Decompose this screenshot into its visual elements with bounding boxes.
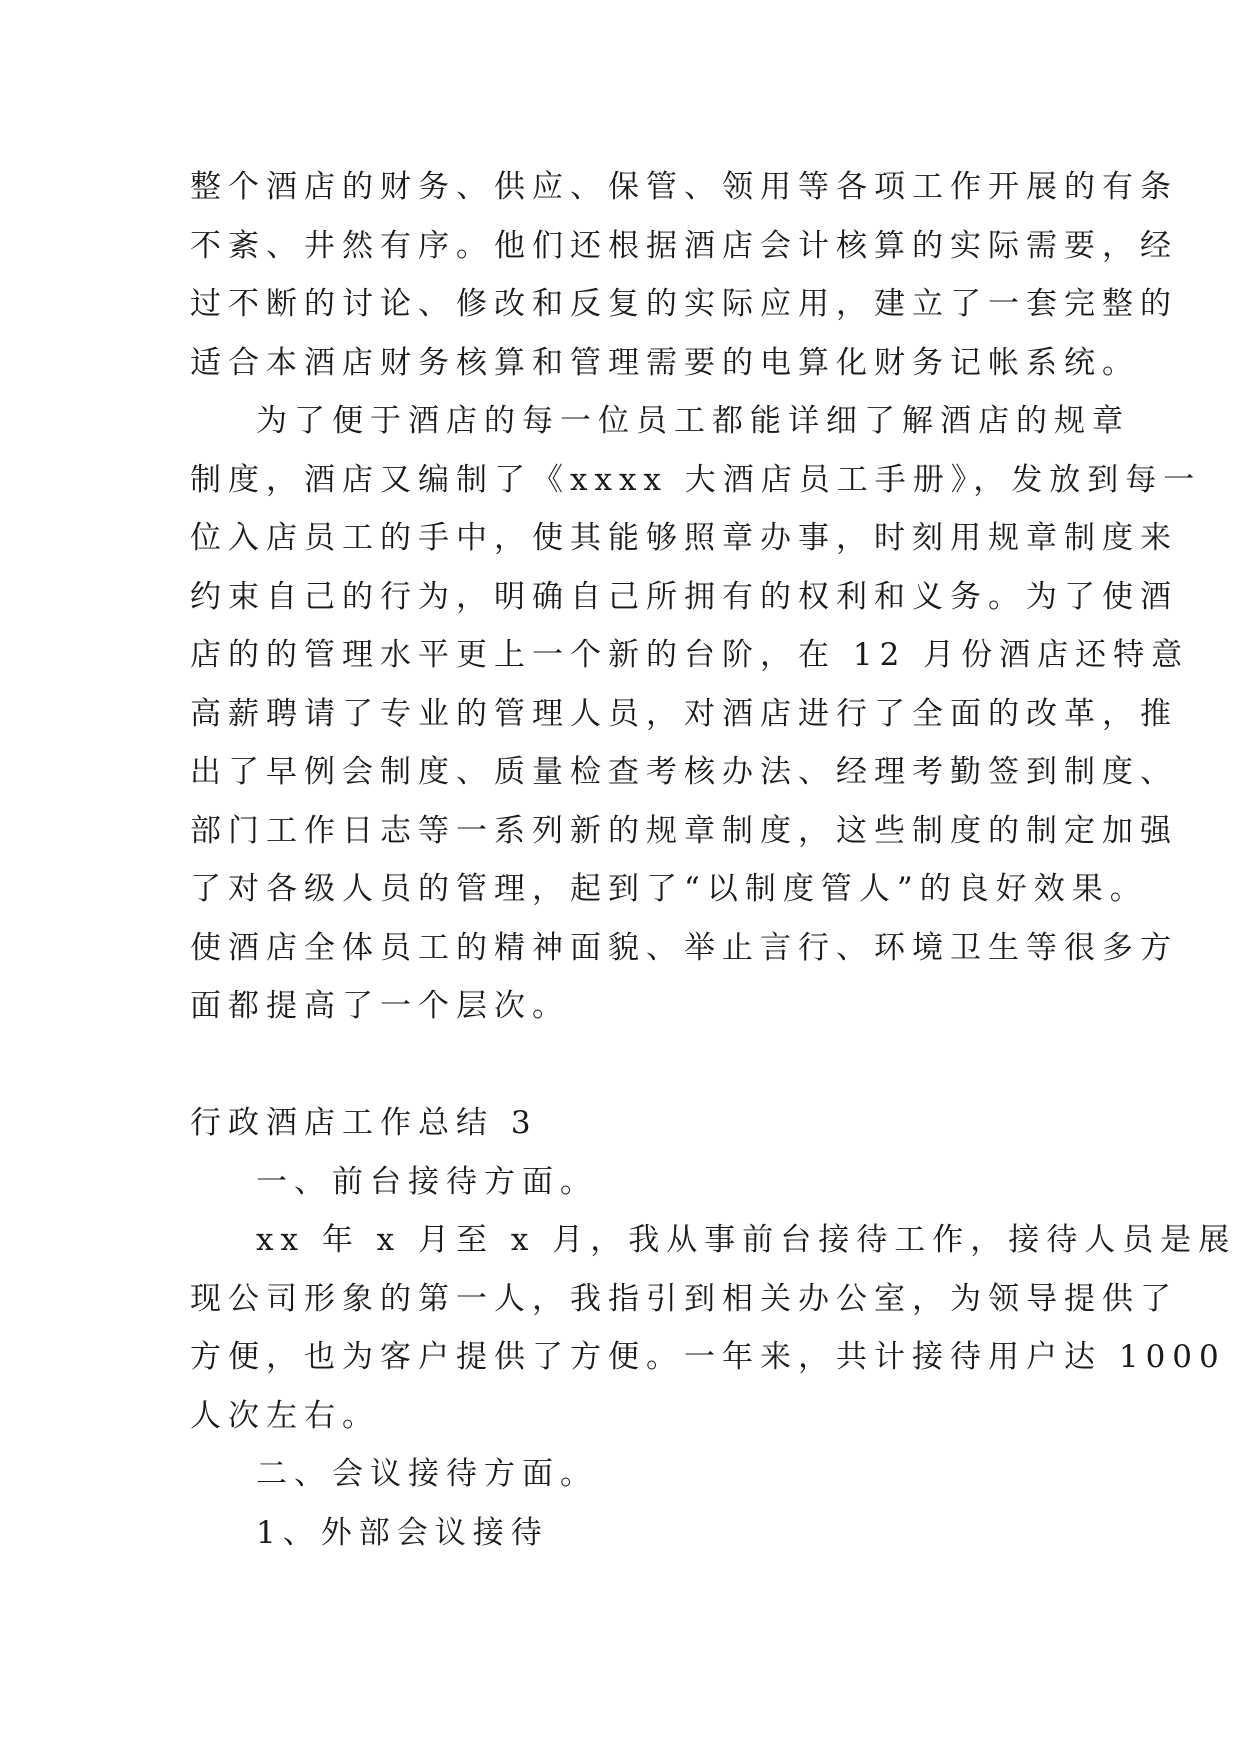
- paragraph-3-line: 人次左右。: [190, 1397, 380, 1434]
- heading-meeting-reception: 二、会议接待方面。: [256, 1456, 598, 1492]
- paragraph-1-line: 过不断的讨论、修改和反复的实际应用，建立了一套完整的: [190, 286, 1178, 322]
- paragraph-2-line: 制度，酒店又编制了《xxxx 大酒店员工手册》，发放到每一: [190, 461, 1202, 498]
- paragraph-2-line: 了对各级人员的管理，起到了“以制度管人”的良好效果。: [190, 871, 1148, 907]
- document-body: [190, 158, 1237, 1562]
- paragraph-2-line: 高薪聘请了专业的管理人员，对酒店进行了全面的改革，推: [190, 695, 1178, 732]
- section-spacer: [190, 1036, 1065, 1095]
- paragraph-3-line: xx 年 x 月至 x 月，我从事前台接待工作，接待人员是展: [256, 1222, 1237, 1258]
- paragraph-2-line: 约束自己的行为，明确自己所拥有的权利和义务。为了使酒: [190, 578, 1178, 615]
- paragraph-2-line: 位入店员工的手中，使其能够照章办事，时刻用规章制度来: [190, 520, 1178, 556]
- paragraph-2-line: 面都提高了一个层次。: [190, 988, 570, 1024]
- paragraph-1-line: 整个酒店的财务、供应、保管、领用等各项工作开展的有条: [190, 169, 1178, 205]
- paragraph-2-line: 出了早例会制度、质量检查考核办法、经理考勤签到制度、: [190, 754, 1178, 790]
- paragraph-1-line: 适合本酒店财务核算和管理需要的电算化财务记帐系统。: [190, 344, 1140, 381]
- heading-external-meetings: 1、外部会议接待: [256, 1514, 549, 1551]
- paragraph-2-line: 使酒店全体员工的精神面貌、举止言行、环境卫生等很多方: [190, 929, 1178, 966]
- paragraph-2-line: 店的的管理水平更上一个新的台阶，在 12 月份酒店还特意: [190, 637, 1190, 673]
- section-title: 行政酒店工作总结 3: [190, 1105, 538, 1141]
- heading-front-desk: 一、前台接待方面。: [256, 1163, 598, 1200]
- paragraph-3-line: 方便，也为客户提供了方便。一年来，共计接待用户达 1000: [190, 1339, 1226, 1375]
- paragraph-3-line: 现公司形象的第一人，我指引到相关办公室，为领导提供了: [190, 1280, 1178, 1317]
- paragraph-1-line: 不紊、井然有序。他们还根据酒店会计核算的实际需要，经: [190, 227, 1178, 264]
- paragraph-2-line: 部门工作日志等一系列新的规章制度，这些制度的制定加强: [190, 812, 1178, 849]
- paragraph-2-line: 为了便于酒店的每一位员工都能详细了解酒店的规章: [256, 403, 1130, 439]
